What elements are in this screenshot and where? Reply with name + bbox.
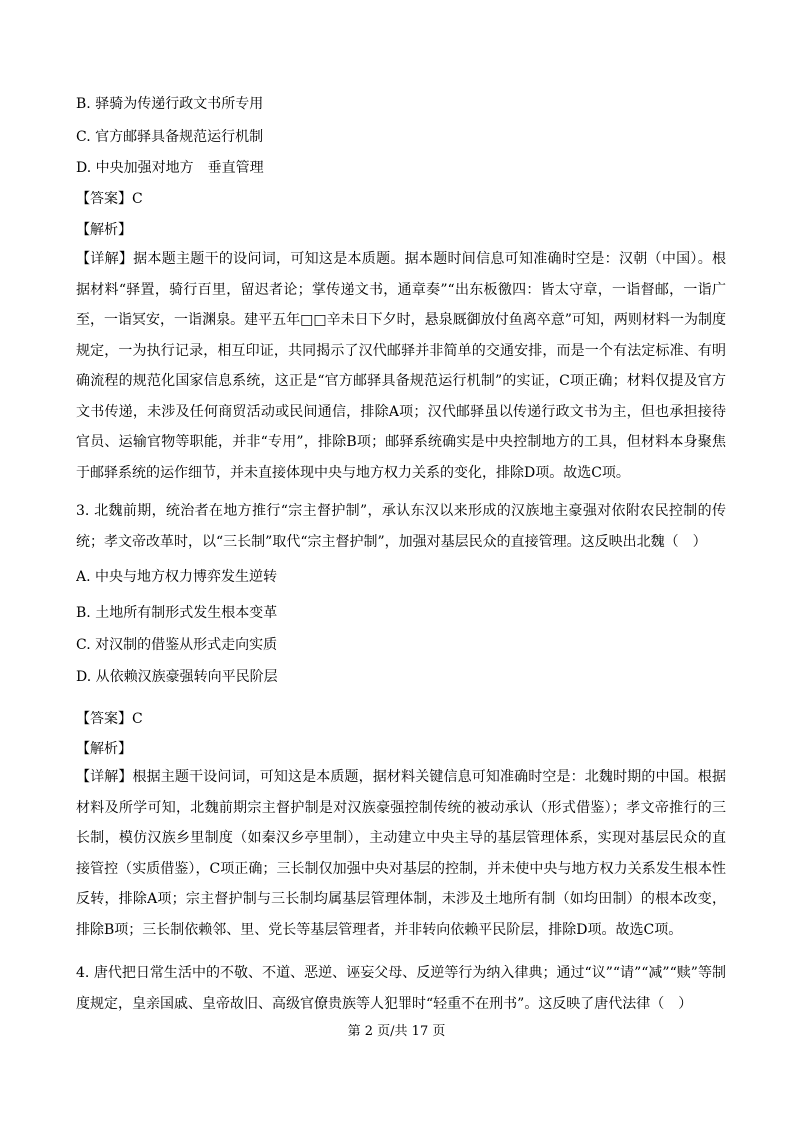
q3-detail: 【详解】根据主题干设问词，可知这是本质题，据材料关键信息可知准确时空是：北魏时期的中国。根据材料及所学可知，北魏前期宗主督护制是对汉族豪强控制传统的被动承认（形式借鉴）；孝文帝推行的三长制，模仿汉族乡里制度（如秦汉乡亭里制），主动建立中央主导的基层管理体系，实现对基层民众的直接管控（实质借鉴），C项正确；三长制仅加强中央对基层的控制，并未使中央与地方权力关系发生根本性反转，排除A项；宗主督护制与三长制均属基层管理体制，未涉及土地所有制（如均田制）的根本改变，排除B项；三长制依赖邻、里、党长等基层管理者，并非转向依赖平民阶层，排除D项。故选C项。 xyxy=(76,769,726,938)
q2-option-b: B. 驿骑为传递行政文书所专用 xyxy=(76,96,264,112)
q3-option-b: B. 土地所有制形式发生根本变革 xyxy=(76,605,278,621)
page-footer: 第 2 页/共 17 页 xyxy=(347,1024,446,1039)
q2-detail: 【详解】据本题主题干的设问词，可知这是本质题。据本题时间信息可知准确时空是：汉朝（中国）。根据材料“驿置，骑行百里，留迟者论；掌传递文书，通章奏”“出东板徼四：皆太守章，一诣督邮，一诣广至，一诣冥安，一诣渊泉。建平五年□□辛未日下夕时，悬泉厩御放付鱼离卒意”可知，两则材料一为制度规定，一为执行记录，相互印证，共同揭示了汉代邮驿并非简单的交通安排，而是一个有法定标准、有明确流程的规范化国家信息系统，这正是“官方邮驿具备规范运行机制”的实证，C项正确；材料仅提及官方文书传递，未涉及任何商贸活动或民间通信，排除A项；汉代邮驿虽以传递行政文书为主，但也承担接待官员、运输官物等职能，并非“专用”，排除B项；邮驿系统确实是中央控制地方的工具，但材料本身聚焦于邮驿系统的运作细节，并未直接体现中央与地方权力关系的变化，排除D项。故选C项。 xyxy=(76,251,726,481)
q2-analysis-label: 【解析】 xyxy=(76,222,132,238)
q3-answer: 【答案】C xyxy=(76,711,143,727)
q4-stem: 4. 唐代把日常生活中的不敬、不道、恶逆、诬妄父母、反逆等行为纳入律典；通过“议”“请”“减”“赎”等制度规定，皇亲国戚、皇帝故旧、高级官僚贵族等人犯罪时“轻重不在刑书”。这反映了唐代法律（ ） xyxy=(76,965,726,1012)
q3-option-a: A. 中央与地方权力博弈发生逆转 xyxy=(76,569,278,585)
q2-answer: 【答案】C xyxy=(76,191,143,207)
q3-option-d: D. 从依赖汉族豪强转向平民阶层 xyxy=(76,669,278,685)
q2-option-d: D. 中央加强对地方 垂直管理 xyxy=(76,160,264,176)
q3-stem: 3. 北魏前期，统治者在地方推行“宗主督护制”，承认东汉以来形成的汉族地主豪强对依附农民控制的传统；孝文帝改革时，以“三长制”取代“宗主督护制”，加强对基层民众的直接管理。这反映出北魏（ ） xyxy=(76,503,726,550)
q3-analysis-label: 【解析】 xyxy=(76,741,132,757)
q2-option-c: C. 官方邮驿具备规范运行机制 xyxy=(76,129,264,145)
q3-option-c: C. 对汉制的借鉴从形式走向实质 xyxy=(76,637,278,653)
